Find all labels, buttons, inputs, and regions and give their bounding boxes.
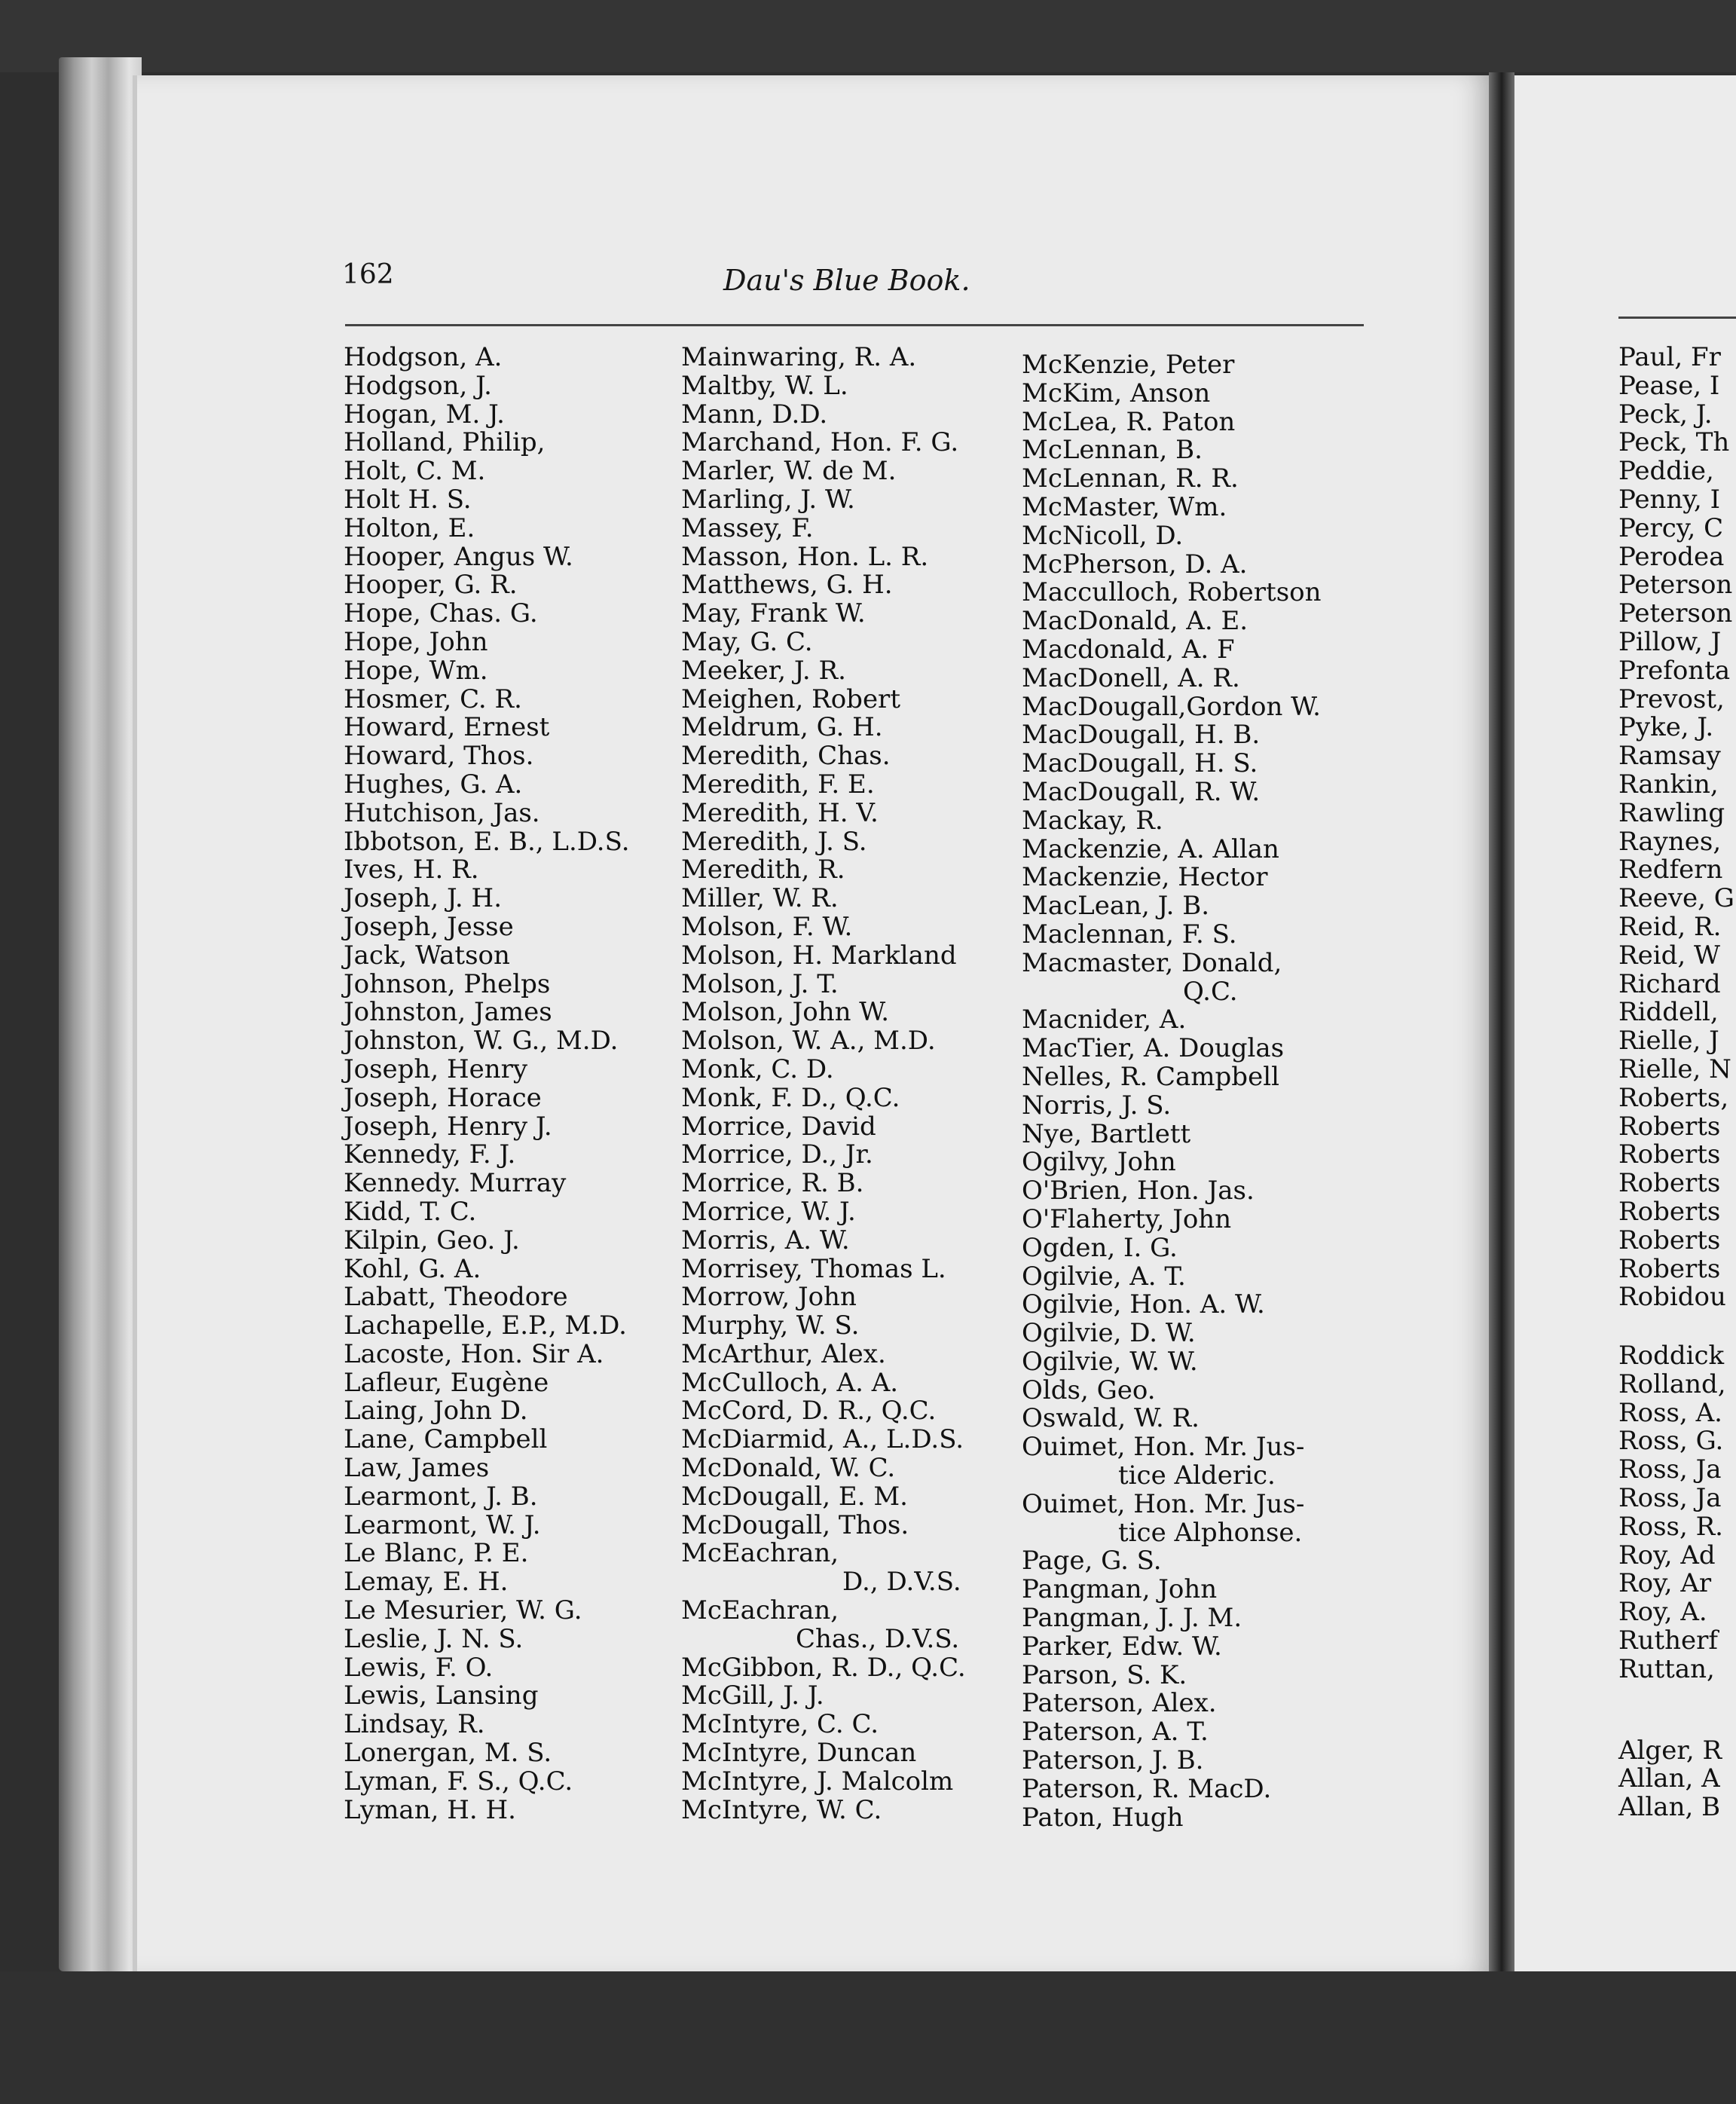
list-item: Morrisey, Thomas L. bbox=[681, 1253, 946, 1284]
list-item: Molson, J. T. bbox=[681, 968, 839, 999]
list-item: Peterson bbox=[1618, 598, 1733, 629]
list-item: Rielle, N bbox=[1618, 1054, 1731, 1084]
list-item: Page, G. S. bbox=[1022, 1546, 1162, 1576]
list-item: Rankin, bbox=[1618, 769, 1719, 800]
list-item: Kilpin, Geo. J. bbox=[344, 1225, 520, 1255]
list-item: McLennan, R. R. bbox=[1022, 463, 1239, 494]
list-item-continuation: tice Alphonse. bbox=[1118, 1517, 1303, 1548]
list-item: Nye, Bartlett bbox=[1022, 1118, 1191, 1149]
running-title: Dau's Blue Book. bbox=[723, 264, 970, 297]
list-item: Hooper, Angus W. bbox=[344, 541, 573, 572]
list-item: McCulloch, A. A. bbox=[681, 1367, 899, 1398]
list-item: Roberts bbox=[1618, 1168, 1721, 1199]
list-item: Molson, H. Markland bbox=[681, 940, 957, 971]
list-item: Rutherf bbox=[1618, 1625, 1719, 1656]
list-item: O'Flaherty, John bbox=[1022, 1203, 1232, 1234]
list-item: Ogilvy, John bbox=[1022, 1147, 1176, 1178]
list-item: McEachran, bbox=[681, 1538, 839, 1569]
page-number: 162 bbox=[342, 259, 394, 290]
list-item: Molson, F. W. bbox=[681, 911, 853, 942]
list-item-continuation: tice Alderic. bbox=[1118, 1460, 1276, 1491]
list-item: Joseph, Henry bbox=[344, 1054, 528, 1084]
name-column-2 bbox=[681, 344, 966, 1824]
list-item: Reid, W bbox=[1618, 940, 1720, 971]
list-item: MacDougall, R. W. bbox=[1022, 776, 1261, 807]
list-item: Leslie, J. N. S. bbox=[344, 1623, 524, 1654]
list-item: Ross, G. bbox=[1618, 1426, 1724, 1457]
list-item: Perodea bbox=[1618, 541, 1725, 572]
list-item: Mackenzie, A. Allan bbox=[1022, 833, 1279, 864]
list-item: Ouimet, Hon. Mr. Jus- bbox=[1022, 1488, 1305, 1519]
list-item: Johnston, W. G., M.D. bbox=[344, 1026, 619, 1057]
list-item: Robidou bbox=[1618, 1282, 1726, 1313]
list-item-continuation: Q.C. bbox=[1183, 976, 1238, 1007]
right-page-header-rule bbox=[1618, 317, 1736, 319]
list-item: Paton, Hugh bbox=[1022, 1802, 1184, 1833]
list-item: McDougall, E. M. bbox=[681, 1481, 908, 1512]
list-item: Hooper, G. R. bbox=[344, 570, 518, 601]
list-item: Holt H. S. bbox=[344, 484, 472, 515]
list-item: Meredith, H. V. bbox=[681, 797, 879, 828]
section-gap bbox=[1618, 1684, 1734, 1737]
list-item: McMaster, Wm. bbox=[1022, 491, 1227, 522]
list-item: Roberts bbox=[1618, 1139, 1721, 1170]
list-item: Allan, A bbox=[1618, 1763, 1720, 1794]
list-item: Roberts bbox=[1618, 1111, 1721, 1142]
list-item: Hope, Wm. bbox=[344, 655, 488, 686]
list-item: Hughes, G. A. bbox=[344, 769, 523, 800]
scan-background-top bbox=[0, 0, 1736, 72]
scan-background-bottom bbox=[0, 1971, 1736, 2104]
list-item: Maltby, W. L. bbox=[681, 370, 848, 401]
name-column-1 bbox=[344, 344, 630, 1824]
list-item: Macculloch, Robertson bbox=[1022, 577, 1322, 608]
list-item: Meredith, F. E. bbox=[681, 769, 875, 800]
list-item: Pyke, J. bbox=[1618, 712, 1714, 743]
list-item: Paterson, J. B. bbox=[1022, 1745, 1204, 1776]
list-item: Lonergan, M. S. bbox=[344, 1738, 552, 1769]
list-item: McDiarmid, A., L.D.S. bbox=[681, 1424, 964, 1455]
list-item: Redfern bbox=[1618, 855, 1723, 885]
list-item: Monk, C. D. bbox=[681, 1054, 834, 1084]
list-item: McKenzie, Peter bbox=[1022, 350, 1235, 380]
list-item: Lewis, F. O. bbox=[344, 1652, 494, 1683]
list-item: Allan, B bbox=[1618, 1792, 1721, 1823]
list-item: Law, James bbox=[344, 1453, 490, 1484]
list-item: Prefonta bbox=[1618, 655, 1731, 686]
list-item: MacDonell, A. R. bbox=[1022, 662, 1240, 693]
list-item: Lewis, Lansing bbox=[344, 1680, 539, 1711]
list-item: Johnson, Phelps bbox=[344, 968, 551, 999]
list-item: Mainwaring, R. A. bbox=[681, 342, 917, 372]
list-item: Lacoste, Hon. Sir A. bbox=[344, 1338, 604, 1369]
list-item: Le Mesurier, W. G. bbox=[344, 1595, 582, 1626]
list-item: MacDougall,Gordon W. bbox=[1022, 691, 1321, 722]
list-item: Morrice, David bbox=[681, 1111, 876, 1142]
list-item: Roberts bbox=[1618, 1253, 1721, 1284]
list-item: Ross, Ja bbox=[1618, 1483, 1722, 1514]
list-item: McIntyre, C. C. bbox=[681, 1709, 879, 1740]
list-item: Roy, Ad bbox=[1618, 1540, 1716, 1570]
list-item: Alger, R bbox=[1618, 1735, 1722, 1766]
list-item: Molson, W. A., M.D. bbox=[681, 1026, 936, 1057]
list-item: Norris, J. S. bbox=[1022, 1090, 1172, 1121]
list-item: Olds, Geo. bbox=[1022, 1375, 1156, 1405]
list-item: MacTier, A. Douglas bbox=[1022, 1033, 1285, 1064]
list-item: MacDougall, H. S. bbox=[1022, 748, 1258, 779]
list-item: Paterson, A. T. bbox=[1022, 1717, 1209, 1748]
list-item: Roberts bbox=[1618, 1225, 1721, 1255]
list-item: Howard, Ernest bbox=[344, 712, 550, 743]
list-item: Ogilvie, W. W. bbox=[1022, 1346, 1198, 1377]
list-item: Richard bbox=[1618, 968, 1721, 999]
list-item: Labatt, Theodore bbox=[344, 1282, 568, 1313]
list-item: MacLean, J. B. bbox=[1022, 891, 1210, 922]
list-item: Paterson, R. MacD. bbox=[1022, 1773, 1272, 1804]
list-item: Parson, S. K. bbox=[1022, 1659, 1187, 1690]
book-gutter bbox=[1489, 72, 1514, 1979]
list-item: McDonald, W. C. bbox=[681, 1453, 896, 1484]
list-item: McGill, J. J. bbox=[681, 1680, 824, 1711]
list-item: Joseph, Horace bbox=[344, 1082, 542, 1113]
list-item: Ramsay bbox=[1618, 741, 1721, 772]
list-item: McLea, R. Paton bbox=[1022, 406, 1236, 437]
list-item: May, G. C. bbox=[681, 626, 813, 657]
list-item: Lyman, F. S., Q.C. bbox=[344, 1766, 573, 1797]
list-item: Pangman, John bbox=[1022, 1574, 1218, 1605]
section-gap bbox=[1618, 1312, 1734, 1342]
list-item: Ruttan, bbox=[1618, 1653, 1715, 1684]
list-item: Laing, John D. bbox=[344, 1396, 528, 1427]
list-item: Ogilvie, Hon. A. W. bbox=[1022, 1289, 1265, 1320]
list-item: Lane, Campbell bbox=[344, 1424, 548, 1455]
list-item: Marchand, Hon. F. G. bbox=[681, 427, 959, 458]
list-item-continuation: D., D.V.S. bbox=[842, 1567, 961, 1598]
list-item: Kohl, G. A. bbox=[344, 1253, 481, 1284]
list-item: Pease, I bbox=[1618, 370, 1720, 401]
list-item: Maclennan, F. S. bbox=[1022, 919, 1237, 950]
list-item-continuation: Chas., D.V.S. bbox=[796, 1623, 960, 1654]
list-item: Reeve, G bbox=[1618, 883, 1734, 914]
list-item: MacDonald, A. E. bbox=[1022, 606, 1249, 637]
list-item: Mackay, R. bbox=[1022, 805, 1163, 836]
list-item: Joseph, Jesse bbox=[344, 911, 514, 942]
list-item: Holland, Philip, bbox=[344, 427, 546, 458]
book-page-edges bbox=[59, 57, 142, 1971]
list-item: Joseph, J. H. bbox=[344, 883, 503, 914]
list-item: MacDougall, H. B. bbox=[1022, 720, 1261, 751]
list-item: Morrice, D., Jr. bbox=[681, 1139, 873, 1170]
list-item: Joseph, Henry J. bbox=[344, 1111, 552, 1142]
list-item: Ogden, I. G. bbox=[1022, 1232, 1178, 1263]
list-item: Ibbotson, E. B., L.D.S. bbox=[344, 826, 630, 857]
list-item: Jack, Watson bbox=[344, 940, 510, 971]
list-item: Meredith, J. S. bbox=[681, 826, 867, 857]
list-item: Learmont, J. B. bbox=[344, 1481, 538, 1512]
list-item: Kennedy. Murray bbox=[344, 1168, 567, 1199]
list-item: Pillow, J bbox=[1618, 626, 1722, 657]
list-item: O'Brien, Hon. Jas. bbox=[1022, 1176, 1255, 1206]
list-item: Holt, C. M. bbox=[344, 456, 486, 487]
list-item: Oswald, W. R. bbox=[1022, 1403, 1200, 1434]
list-item: McKim, Anson bbox=[1022, 378, 1211, 408]
list-item: Rielle, J bbox=[1618, 1026, 1719, 1057]
list-item: McEachran, bbox=[681, 1595, 839, 1626]
list-item: McIntyre, W. C. bbox=[681, 1794, 882, 1825]
list-item: Morrice, W. J. bbox=[681, 1196, 856, 1227]
list-item: Roy, Ar bbox=[1618, 1568, 1712, 1599]
list-item: Macmaster, Donald, bbox=[1022, 947, 1282, 978]
list-item: Kennedy, F. J. bbox=[344, 1139, 516, 1170]
list-item: Matthews, G. H. bbox=[681, 570, 893, 601]
list-item: Kidd, T. C. bbox=[344, 1196, 477, 1227]
list-item: Ogilvie, A. T. bbox=[1022, 1261, 1186, 1292]
name-column-3 bbox=[1022, 351, 1322, 1832]
list-item: Hope, Chas. G. bbox=[344, 598, 538, 629]
list-item: Roberts, bbox=[1618, 1082, 1729, 1113]
list-item: Rolland, bbox=[1618, 1369, 1726, 1399]
list-item: Mann, D.D. bbox=[681, 399, 828, 430]
list-item: Masson, Hon. L. R. bbox=[681, 541, 929, 572]
list-item: Lafleur, Eugène bbox=[344, 1367, 549, 1398]
list-item: Macnider, A. bbox=[1022, 1005, 1187, 1035]
list-item: Le Blanc, P. E. bbox=[344, 1538, 529, 1569]
list-item: McArthur, Alex. bbox=[681, 1338, 886, 1369]
list-item: Monk, F. D., Q.C. bbox=[681, 1082, 900, 1113]
list-item: Roddick bbox=[1618, 1341, 1725, 1372]
list-item: Morris, A. W. bbox=[681, 1225, 850, 1255]
list-item: Johnston, James bbox=[344, 997, 552, 1028]
list-item: Penny, I bbox=[1618, 484, 1721, 515]
list-item: McIntyre, Duncan bbox=[681, 1738, 917, 1769]
list-item: Ogilvie, D. W. bbox=[1022, 1318, 1196, 1349]
list-item: Peddie, bbox=[1618, 456, 1714, 487]
list-item: Meredith, Chas. bbox=[681, 741, 891, 772]
list-item: Prevost, bbox=[1618, 683, 1725, 714]
list-item: Hodgson, A. bbox=[344, 342, 503, 372]
list-item: Riddell, bbox=[1618, 997, 1719, 1028]
list-item: Percy, C bbox=[1618, 512, 1724, 543]
list-item: Lemay, E. H. bbox=[344, 1567, 509, 1598]
list-item: Meighen, Robert bbox=[681, 683, 900, 714]
list-item: Hutchison, Jas. bbox=[344, 797, 540, 828]
list-item: McDougall, Thos. bbox=[681, 1509, 909, 1540]
list-item: Howard, Thos. bbox=[344, 741, 534, 772]
list-item: Reid, R. bbox=[1618, 911, 1722, 942]
list-item: Murphy, W. S. bbox=[681, 1310, 860, 1341]
list-item: McGibbon, R. D., Q.C. bbox=[681, 1652, 966, 1683]
list-item: Ross, A. bbox=[1618, 1397, 1722, 1428]
list-item: Rawling bbox=[1618, 797, 1725, 828]
list-item: Peck, J. bbox=[1618, 399, 1713, 430]
list-item: Nelles, R. Campbell bbox=[1022, 1061, 1279, 1092]
list-item: Peterson bbox=[1618, 570, 1733, 601]
list-item: Hodgson, J. bbox=[344, 370, 492, 401]
list-item: Macdonald, A. F bbox=[1022, 634, 1235, 665]
list-item: Peck, Th bbox=[1618, 427, 1730, 458]
list-item: McLennan, B. bbox=[1022, 435, 1203, 466]
list-item: Ives, H. R. bbox=[344, 855, 479, 885]
list-item: Ouimet, Hon. Mr. Jus- bbox=[1022, 1432, 1305, 1463]
name-column-4-cropped bbox=[1618, 344, 1734, 1822]
list-item: Massey, F. bbox=[681, 512, 814, 543]
list-item: McCord, D. R., Q.C. bbox=[681, 1396, 937, 1427]
list-item: Lachapelle, E.P., M.D. bbox=[344, 1310, 627, 1341]
list-item: May, Frank W. bbox=[681, 598, 866, 629]
list-item: Mackenzie, Hector bbox=[1022, 862, 1268, 893]
list-item: Holton, E. bbox=[344, 512, 475, 543]
list-item: McIntyre, J. Malcolm bbox=[681, 1766, 954, 1797]
list-item: Pangman, J. J. M. bbox=[1022, 1603, 1242, 1634]
list-item: Lyman, H. H. bbox=[344, 1794, 516, 1825]
list-item: Miller, W. R. bbox=[681, 883, 839, 914]
list-item: Roy, A. bbox=[1618, 1597, 1707, 1628]
list-item: Roberts bbox=[1618, 1196, 1721, 1227]
list-item: McPherson, D. A. bbox=[1022, 549, 1248, 580]
list-item: Marling, J. W. bbox=[681, 484, 855, 515]
list-item: Learmont, W. J. bbox=[344, 1509, 541, 1540]
list-item: Meredith, R. bbox=[681, 855, 845, 885]
list-item: Marler, W. de M. bbox=[681, 456, 897, 487]
list-item: Parker, Edw. W. bbox=[1022, 1631, 1222, 1662]
list-item: Molson, John W. bbox=[681, 997, 890, 1028]
header-rule bbox=[345, 324, 1364, 326]
list-item: Ross, R. bbox=[1618, 1511, 1723, 1542]
list-item: Morrice, R. B. bbox=[681, 1168, 864, 1199]
list-item: Paterson, Alex. bbox=[1022, 1688, 1217, 1719]
list-item: Paul, Fr bbox=[1618, 342, 1721, 372]
list-item: Hope, John bbox=[344, 626, 488, 657]
list-item: McNicoll, D. bbox=[1022, 520, 1184, 551]
list-item: Hosmer, C. R. bbox=[344, 683, 522, 714]
list-item: Morrow, John bbox=[681, 1282, 857, 1313]
list-item: Lindsay, R. bbox=[344, 1709, 485, 1740]
list-item: Raynes, bbox=[1618, 826, 1722, 857]
list-item: Hogan, M. J. bbox=[344, 399, 505, 430]
list-item: Ross, Ja bbox=[1618, 1454, 1722, 1485]
list-item: Meldrum, G. H. bbox=[681, 712, 883, 743]
list-item: Meeker, J. R. bbox=[681, 655, 846, 686]
